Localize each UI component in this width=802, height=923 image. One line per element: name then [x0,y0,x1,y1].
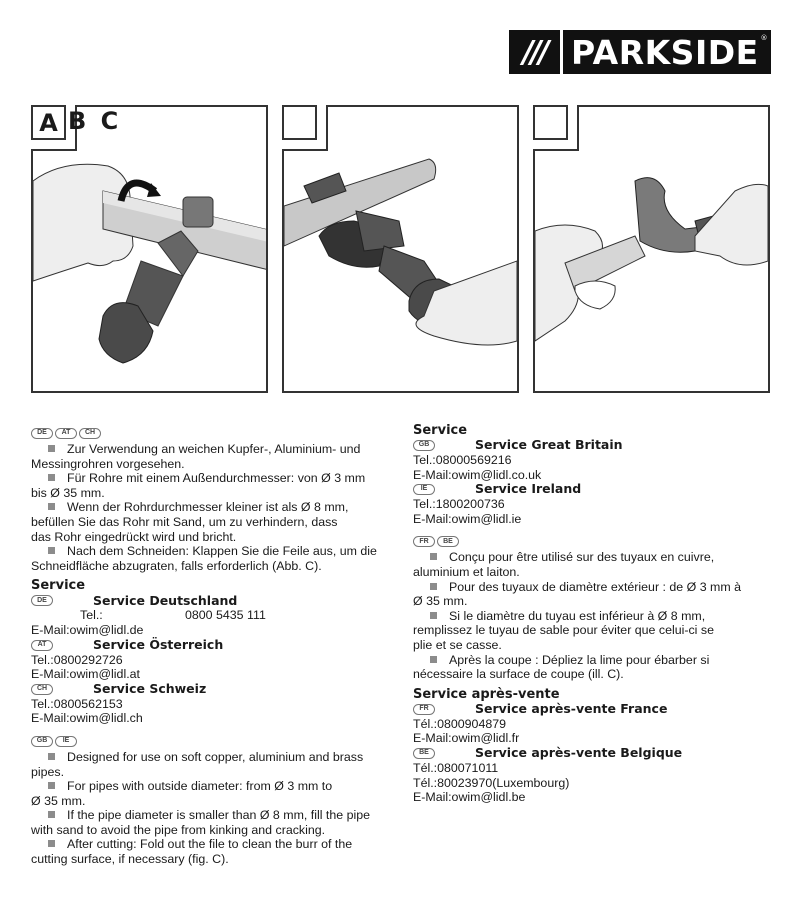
pipe-cutter-rotate-illustration [33,151,266,391]
bullet-item: If the pipe diameter is smaller than Ø 8 mm, fill the pipe with sand to avoid the pipe from kinking and cracking. [31,808,371,837]
service-title: Service Deutschland [93,592,238,608]
badge-gb: GB [31,736,53,747]
service-fr-email: E-Mail:owim@lidl.fr [413,731,520,746]
left-column [31,428,391,867]
badge-de: DE [31,595,53,606]
badge-de: DE [31,428,53,439]
bullet-item: After cutting: Fold out the file to clean the burr of the cutting surface, if necessary (fig. C). [31,837,353,867]
service-at-tel: Tel.:0800292726 [31,652,123,667]
badge-gb: GB [413,440,435,451]
bullet-square-icon [48,474,55,481]
bullet-item: Nach dem Schneiden: Klappen Sie die Feile aus, um die Schneidfläche abzugraten, falls erforderlich (Abb. C). [31,544,377,573]
bullet-square-icon [48,547,55,554]
badge-fr: FR [413,704,435,715]
service-de-email: E-Mail:owim@lidl.de [31,622,144,637]
service-lu-tel: Tél.:80023970(Luxembourg) [413,775,570,790]
bullet-square-icon [48,503,55,510]
service-be-email: E-Mail:owim@lidl.be [413,790,526,805]
badge-ch: CH [79,428,101,439]
badge-at: AT [55,428,77,439]
bullet-item: Zur Verwendung an weichen Kupfer-, Aluminium- und Messingrohren vorgesehen. [31,442,361,471]
service-schweiz-header [31,682,391,697]
figure-a [31,105,268,393]
bullet-square-icon [48,445,55,452]
service-france-header [413,702,778,717]
service-great-britain-header [413,438,778,453]
service-gb-email: E-Mail:owim@lidl.co.uk [413,467,542,482]
badge-be: BE [437,536,459,547]
service-ireland-header [413,482,778,497]
figure-b [282,105,519,393]
service-de-tel: Tel.: 0800 5435 111 [80,608,266,623]
service-gb-tel: Tel.:08000569216 [413,453,512,467]
pipe-cutter-tighten-illustration [284,151,517,391]
service-oesterreich-header [31,638,391,653]
service-title: Service Schweiz [93,680,207,696]
badge-be: BE [413,748,435,759]
right-column [413,424,778,805]
language-badges-de-at-ch [31,428,391,441]
logo-brand [563,30,771,74]
badge-at: AT [31,640,53,651]
bullet-square-icon [48,782,55,789]
service-heading: Service [31,578,86,594]
service-title: Service Österreich [93,636,224,652]
figure-label-a: A [31,105,66,140]
bullet-square-icon [430,553,437,560]
service-title: Service après-vente Belgique [475,745,683,761]
pipe-deburring-illustration [535,151,768,391]
bullet-item: Si le diamètre du tuyau est inférieur à Ø 8 mm, remplissez le tuyau de sable pour éviter que celui-ci se plie et se casse. [413,608,714,652]
service-heading: Service [413,423,468,438]
bullet-item: Für Rohre mit einem Außendurchmesser: von Ø 3 mm bis Ø 35 mm. [31,471,366,500]
language-badges-gb-ie [31,736,391,749]
service-fr-tel: Tél.:0800904879 [413,716,507,731]
bullet-square-icon [430,612,437,619]
bullet-item: Conçu pour être utilisé sur des tuyaux en cuivre, aluminium et laiton. [413,550,715,579]
service-ch-tel: Tel.:0800562153 [31,696,123,711]
service-ie-email: E-Mail:owim@lidl.ie [413,511,522,526]
service-be-tel: Tél.:080071011 [413,760,499,775]
bullet-square-icon [430,583,437,590]
registered-mark: ® [760,34,768,42]
bullet-square-icon [48,753,55,760]
service-ie-tel: Tel.:1800200736 [413,497,505,512]
parkside-logo [509,30,771,74]
bullet-item: For pipes with outside diameter: from Ø 3 mm to Ø 35 mm. [31,779,333,808]
figure-labels-bc: B C [68,107,122,135]
figure-label-b [282,105,317,140]
service-at-email: E-Mail:owim@lidl.at [31,667,140,682]
bullet-square-icon [48,840,55,847]
bullet-square-icon [430,656,437,663]
badge-ie: IE [413,484,435,495]
service-title: Service Great Britain [475,437,623,453]
service-belgique-header [413,746,778,761]
language-badges-fr-be [413,536,778,549]
bullet-item: Après la coupe : Dépliez la lime pour ébarber si nécessaire la surface de coupe (ill. C). [413,652,710,682]
service-ch-email: E-Mail:owim@lidl.ch [31,711,143,726]
badge-ch: CH [31,684,53,695]
figure-c [533,105,770,393]
service-deutschland-header [31,593,391,608]
figure-label-c [533,105,568,140]
badge-ie: IE [55,736,77,747]
bullet-item: Wenn der Rohrdurchmesser kleiner ist als Ø 8 mm, befüllen Sie das Rohr mit Sand, um zu verhindern, dass das Rohr eingedrückt wird und bricht. [31,500,349,544]
service-title: Service après-vente France [475,700,668,716]
service-apres-vente-heading: Service après-vente [413,686,560,702]
logo-slashes: /// [509,30,560,74]
logo-brand-text: PARKSIDE [571,32,759,72]
badge-fr: FR [413,536,435,547]
service-title: Service Ireland [475,481,582,497]
bullet-item: Pour des tuyaux de diamètre extérieur : de Ø 3 mm à Ø 35 mm. [413,579,742,609]
bullet-item: Designed for use on soft copper, aluminium and brass pipes. [31,749,364,779]
bullet-square-icon [48,811,55,818]
